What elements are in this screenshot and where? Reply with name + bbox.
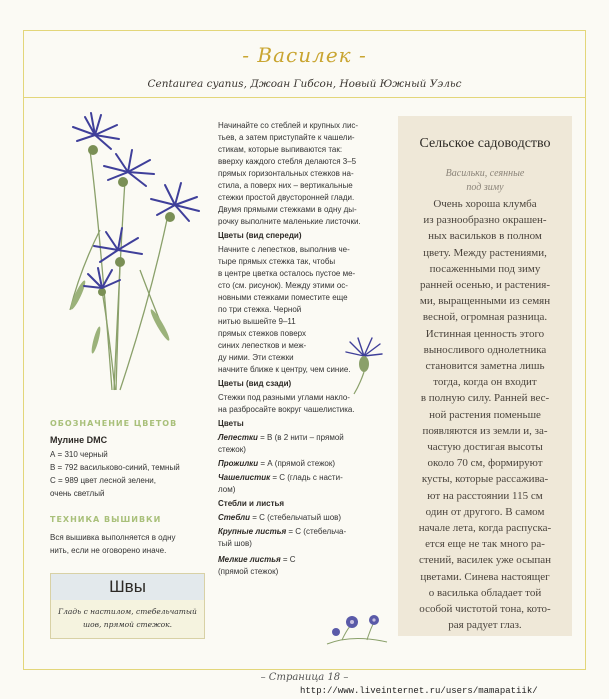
front-line: по три стежка. Черной <box>218 305 302 314</box>
intro-line: Начинайте со стеблей и крупных лис- <box>218 121 359 130</box>
header-divider <box>24 97 585 98</box>
veins-label: Прожилки <box>218 459 259 468</box>
page-subtitle: Centaurea cyanus, Джоан Гибсон, Новый Южный Уэльс <box>147 78 462 90</box>
sidebar-title: Сельское садоводство <box>419 136 551 151</box>
sepal-line-2: лом) <box>218 485 236 494</box>
sidebar-line: цвету. Между растениями, <box>423 246 547 259</box>
bigleaves-line-2: тый шов) <box>218 539 252 548</box>
sidebar-line: ми, выращенными из семян <box>419 295 551 308</box>
technique-line: Вся вышивка выполняется в одну <box>50 533 176 542</box>
sidebar-line: появляются из земли и, за- <box>422 424 548 437</box>
sidebar-line: ется еще не так много ра- <box>425 538 545 551</box>
color-key-line: В = 792 васильково-синий, темный <box>50 463 180 472</box>
thread-brand: Мулине DMC <box>50 435 108 445</box>
intro-line: стежки простой двусторонней глади. <box>218 193 355 202</box>
sidebar-line: около 70 см, формируют <box>427 457 543 470</box>
intro-line: тьев, а затем приступайте к чашели- <box>218 133 355 142</box>
stitches-line: Гладь с настилом, стебельчатый <box>58 607 197 616</box>
smallleaves-line <box>218 554 296 566</box>
petals-line <box>218 432 344 444</box>
sidebar-line: Очень хороша клумба <box>433 198 537 210</box>
front-line: нитью вышейте 9–11 <box>218 317 296 326</box>
front-line: начните ближе к центру, чем синие. <box>218 365 351 374</box>
sidebar-line: о василька обладает той <box>428 586 542 599</box>
sidebar-subtitle: под зиму <box>466 182 504 193</box>
color-key-line: А = 310 черный <box>50 450 108 459</box>
front-line: прямых стежков поверх <box>218 329 307 338</box>
sidebar-subtitle: Васильки, сеянные <box>445 168 525 179</box>
sidebar-line: особой чистотой тона, кото- <box>419 603 551 615</box>
front-view-heading: Цветы (вид спереди) <box>218 231 302 240</box>
stitches-line: шов, прямой стежок. <box>83 620 172 629</box>
sidebar-line: из разнообразно окрашен- <box>423 214 547 227</box>
intro-line: стикам, которые выпиваются так: <box>218 145 343 154</box>
intro-line: рочку выполните маленькие листочки. <box>218 217 361 226</box>
bigleaves-label: Крупные листья <box>218 527 287 536</box>
watermark-url: http://www.liveinternet.ru/users/mamapatiik/ <box>300 686 538 696</box>
sidebar-line: Истинная ценность этого <box>425 327 545 340</box>
sidebar-line: стений, василек уже осыпан <box>418 554 552 567</box>
smallleaves-text: = С <box>280 555 296 564</box>
sepal-text: = С (гладь с насти- <box>270 473 343 482</box>
petals-label: Лепестки <box>218 433 258 442</box>
veins-text: = А (прямой стежок) <box>258 459 336 468</box>
petals-line-2: стежок) <box>218 445 246 454</box>
sidebar-line: посаженными под зиму <box>429 262 541 275</box>
sidebar-line: ют на расстоянии 115 см <box>427 489 543 502</box>
color-key-line: С = 989 цвет лесной зелени, <box>50 476 156 485</box>
intro-line: Двумя прямыми стежками в одну ды- <box>218 205 357 214</box>
sidebar-line: ранней осенью, и растения- <box>419 279 551 291</box>
sepal-label: Чашелистик <box>218 473 271 482</box>
colors-heading: Цветы <box>218 419 244 428</box>
intro-line: вверху каждого стебля делаются 3–5 <box>218 157 357 166</box>
header <box>24 31 585 97</box>
front-line: в центре цветка осталось пустое ме- <box>218 269 356 278</box>
stitches-heading: Швы <box>51 574 204 600</box>
smallleaves-label: Мелкие листья <box>218 555 281 564</box>
stitches-box <box>50 573 205 639</box>
page-number: – Страница 18 – <box>260 672 349 683</box>
side-line: на разбросайте вокруг чашелистика. <box>218 405 355 414</box>
stems-heading: Стебли и листья <box>218 499 285 508</box>
front-line: синих лепестков и меж- <box>218 341 307 350</box>
petals-text: = В (в 2 нити – прямой <box>257 433 344 442</box>
sidebar-line: в полную силу. Ранней вес- <box>420 392 550 405</box>
page-title: - Василек - <box>242 43 367 67</box>
sidebar-line: начале лета, когда распуска- <box>418 522 552 534</box>
stems-label: Стебли <box>218 513 251 522</box>
smallleaves-line-2: (прямой стежок) <box>218 567 279 576</box>
sidebar-line: частую достигая высоты <box>427 441 543 453</box>
side-view-heading: Цветы (вид сзади) <box>218 379 292 388</box>
sidebar-line: тогда, когда он входит <box>433 376 537 389</box>
front-line: ду ними. Эти стежки <box>218 353 294 362</box>
sidebar-line: выносливого однолетника <box>423 343 547 356</box>
cornflower-illustration <box>40 110 210 400</box>
front-line: Начните с лепестков, выполнив че- <box>218 245 350 254</box>
technique-line: нить, если не оговорено иначе. <box>50 546 167 555</box>
sidebar-line: становится заметна лишь <box>425 360 545 372</box>
stems-line <box>218 512 341 524</box>
sidebar-gardening <box>398 116 572 636</box>
technique-title: ТЕХНИКА ВЫШИВКИ <box>50 515 162 524</box>
sidebar-line: весной, огромная разница. <box>422 311 548 324</box>
side-view-flower-icon <box>336 334 392 396</box>
sidebar-line: ной растения поменьше <box>429 408 541 421</box>
small-flowers-illustration <box>322 604 392 648</box>
sidebar-line: цветами. Синева настоящег <box>420 570 550 583</box>
front-line: новными стежками поместите еще <box>218 293 348 302</box>
stems-text: = С (стебельчатый шов) <box>250 513 342 522</box>
sidebar-line: рая радует глаз. <box>448 619 522 632</box>
sidebar-line: один от другого. В самом <box>425 505 545 518</box>
side-line: Стежки под разными углами накло- <box>218 393 350 402</box>
color-key-line: очень светлый <box>50 489 105 498</box>
front-line: тыре прямых стежка так, чтобы <box>218 257 336 266</box>
veins-line <box>218 458 335 470</box>
sidebar-line: ных васильков в полном <box>428 230 542 243</box>
intro-line: прямых горизонтальных стежков на- <box>218 169 354 178</box>
bigleaves-text: = С (стебельча- <box>286 527 347 536</box>
front-line: сто (см. рисунок). Между этими ос- <box>218 281 348 290</box>
intro-line: стила, а поверх них – вертикальные <box>218 181 353 190</box>
sepal-line <box>218 472 343 484</box>
bigleaves-line <box>218 526 346 538</box>
color-key-title: ОБОЗНАЧЕНИЕ ЦВЕТОВ <box>50 419 178 428</box>
sidebar-line: кусты, которые рассажива- <box>421 473 549 486</box>
